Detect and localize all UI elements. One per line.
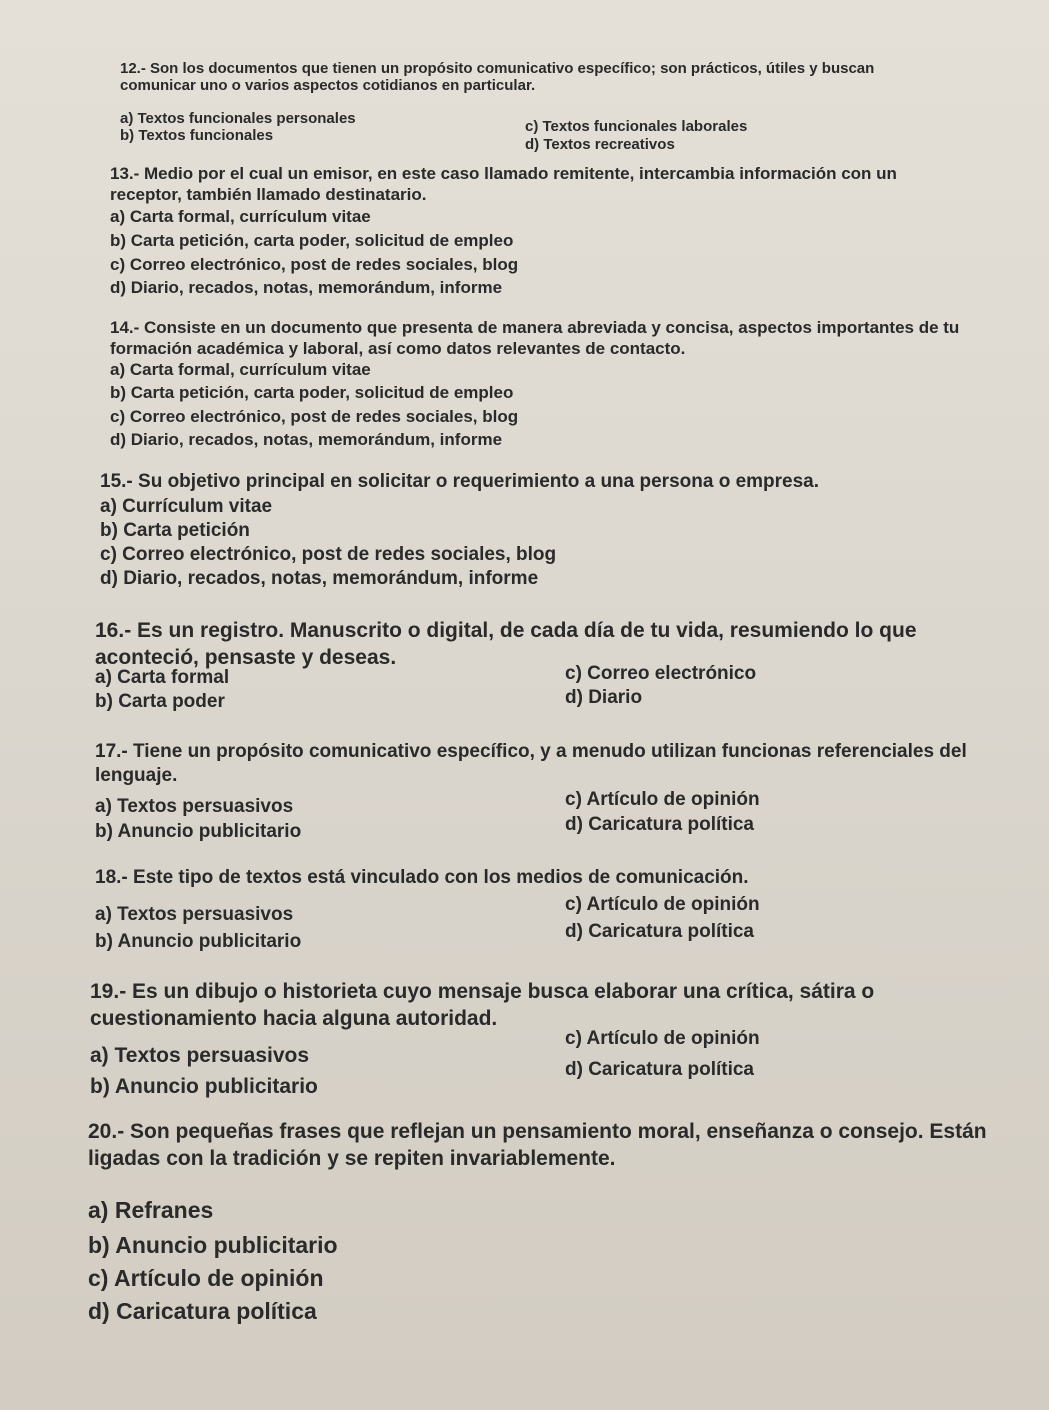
q13-option-a: a) Carta formal, currículum vitae — [110, 207, 371, 226]
q14-option-a: a) Carta formal, currículum vitae — [110, 360, 371, 379]
question-15 — [100, 470, 980, 494]
q16-option-c: c) Correo electrónico — [565, 663, 757, 684]
q20-option-b: b) Anuncio publicitario — [88, 1232, 338, 1258]
q14-option-d: d) Diario, recados, notas, memorándum, informe — [110, 430, 503, 449]
question-19-stem: 19.- Es un dibujo o historieta cuyo mensaje busca elaborar una crítica, sátira o cuestionamiento hacia alguna autoridad. — [90, 980, 875, 1030]
question-14 — [110, 317, 970, 359]
question-18-stem: 18.- Este tipo de textos está vinculado con los medios de comunicación. — [95, 867, 749, 888]
question-17 — [95, 740, 975, 788]
q12-option-c: c) Textos funcionales laborales — [525, 118, 748, 135]
q16-option-a: a) Carta formal — [95, 667, 230, 688]
question-20 — [88, 1118, 1028, 1172]
question-12-stem: 12.- Son los documentos que tienen un propósito comunicativo específico; son prácticos, útiles y buscan comunicar uno o varios aspectos cotidianos en particular. — [120, 60, 875, 94]
question-16 — [95, 617, 975, 671]
question-19 — [90, 978, 1010, 1032]
q14-option-b: b) Carta petición, carta poder, solicitud de empleo — [110, 383, 514, 402]
q13-option-b: b) Carta petición, carta poder, solicitud de empleo — [110, 231, 514, 250]
q13-option-d: d) Diario, recados, notas, memorándum, informe — [110, 278, 503, 297]
q17-option-d: d) Caricatura política — [565, 814, 754, 835]
q16-option-d: d) Diario — [565, 687, 643, 708]
q15-option-c: c) Correo electrónico, post de redes sociales, blog — [100, 544, 557, 565]
q12-option-b: b) Textos funcionales — [120, 127, 274, 144]
q13-option-c: c) Correo electrónico, post de redes sociales, blog — [110, 255, 519, 274]
question-14-stem: 14.- Consiste en un documento que presenta de manera abreviada y concisa, aspectos importantes de tu formación académica y laboral, así como datos relevantes de contacto. — [110, 318, 960, 358]
question-13 — [110, 163, 950, 205]
question-16-stem: 16.- Es un registro. Manuscrito o digital, de cada día de tu vida, resumiendo lo que aconteció, pensaste y deseas. — [95, 619, 917, 669]
q18-option-d: d) Caricatura política — [565, 921, 754, 942]
question-18 — [95, 866, 975, 890]
question-20-stem: 20.- Son pequeñas frases que reflejan un pensamiento moral, enseñanza o consejo. Están ligadas con la tradición y se repiten invariablemente. — [88, 1120, 987, 1170]
q17-option-a: a) Textos persuasivos — [95, 796, 294, 817]
q20-option-d: d) Caricatura política — [88, 1298, 317, 1324]
q18-option-a: a) Textos persuasivos — [95, 904, 294, 925]
q15-option-d: d) Diario, recados, notas, memorándum, informe — [100, 568, 539, 589]
q16-option-b: b) Carta poder — [95, 691, 225, 712]
q14-option-c: c) Correo electrónico, post de redes sociales, blog — [110, 407, 519, 426]
q15-option-b: b) Carta petición — [100, 520, 250, 541]
q20-option-c: c) Artículo de opinión — [88, 1265, 324, 1291]
q20-option-a: a) Refranes — [88, 1197, 214, 1223]
q18-option-b: b) Anuncio publicitario — [95, 931, 302, 952]
question-13-stem: 13.- Medio por el cual un emisor, en este caso llamado remitente, intercambia información con un receptor, también llamado destinatario. — [110, 164, 897, 204]
q17-option-b: b) Anuncio publicitario — [95, 821, 302, 842]
q19-option-a: a) Textos persuasivos — [90, 1044, 310, 1067]
question-12 — [120, 60, 920, 94]
q15-option-a: a) Currículum vitae — [100, 496, 273, 517]
q12-option-d: d) Textos recreativos — [525, 136, 675, 153]
question-17-stem: 17.- Tiene un propósito comunicativo específico, y a menudo utilizan funcionas referenciales del lenguaje. — [95, 741, 967, 786]
question-15-stem: 15.- Su objetivo principal en solicitar o requerimiento a una persona o empresa. — [100, 471, 820, 492]
q12-option-a: a) Textos funcionales personales — [120, 110, 356, 127]
q19-option-c: c) Artículo de opinión — [565, 1028, 760, 1049]
q19-option-d: d) Caricatura política — [565, 1059, 754, 1080]
q19-option-b: b) Anuncio publicitario — [90, 1075, 318, 1098]
q17-option-c: c) Artículo de opinión — [565, 789, 760, 810]
q18-option-c: c) Artículo de opinión — [565, 894, 760, 915]
